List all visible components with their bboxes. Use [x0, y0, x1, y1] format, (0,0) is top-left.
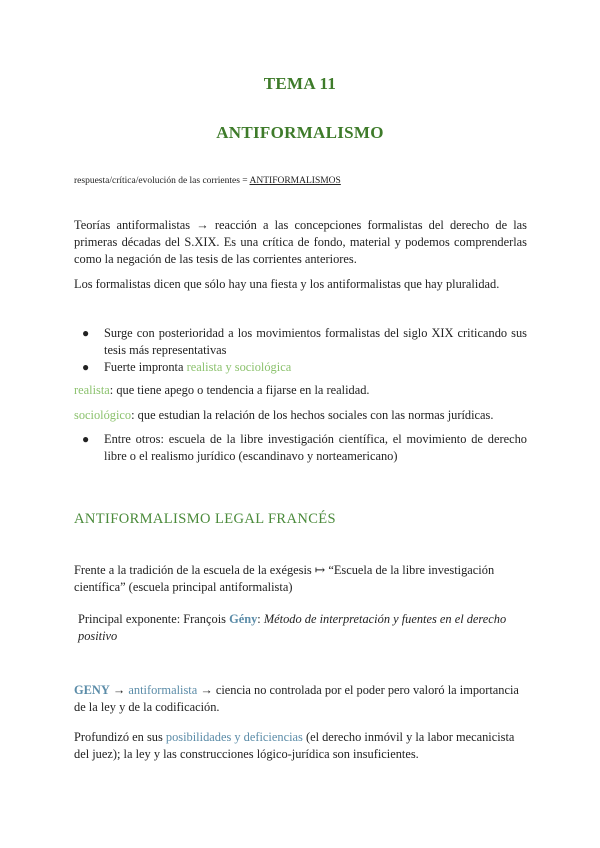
list-item	[82, 359, 527, 376]
arrow-icon: →	[196, 218, 209, 232]
p1-a: Frente a la tradición de la escuela de la exégesis	[74, 563, 315, 577]
bullet-list-2	[82, 431, 527, 465]
bullet-list-1	[82, 325, 527, 376]
p2-colon: :	[257, 612, 264, 626]
p4-b: (el derecho inmóvil y la labor mecanicista del juez); la ley y las construcciones lógico-jurídica son insuficientes.	[74, 730, 515, 761]
paragraph-formalistas: Los formalistas dicen que sólo hay una fiesta y los antiformalistas que hay pluralidad.	[74, 277, 500, 291]
bullet-icon: ●	[82, 432, 90, 446]
definition-text: : que tiene apego o tendencia a fijarse en la realidad.	[109, 383, 370, 397]
p4-highlight: posibilidades y deficiencias	[165, 730, 303, 744]
paragraph-profundizo	[74, 729, 519, 763]
paragraph-geny	[74, 682, 519, 716]
term-realista: realista	[74, 383, 110, 397]
term-sociologico: sociológico	[74, 408, 132, 422]
list-item	[82, 431, 527, 465]
definition-text: : que estudian la relación de los hechos sociales con las normas jurídicas.	[131, 408, 494, 422]
bullet-text: Entre otros: escuela de la libre investigación científica, el movimiento de derecho libre o el realismo jurídico (escandinavo y norteamericano)	[104, 432, 527, 463]
paragraph-teorias	[74, 217, 527, 268]
bullet-icon: ●	[82, 360, 90, 374]
para1-a: Teorías antiformalistas	[74, 218, 197, 232]
list-item	[82, 325, 527, 359]
bullet-prefix: Fuerte impronta	[104, 360, 187, 374]
intro-prefix: respuesta/crítica/evolución de las corrientes =	[74, 176, 250, 186]
mapsto-arrow-icon: ↦	[314, 563, 326, 577]
paragraph-exegesis	[74, 562, 519, 596]
antiformalista-label: antiformalista	[128, 683, 198, 697]
arrow-icon: →	[197, 683, 216, 697]
book-title: Método de interpretación y fuentes en el derecho positivo	[78, 612, 507, 643]
p2-a: Principal exponente: François	[78, 612, 230, 626]
p4-a: Profundizó en sus	[74, 730, 166, 744]
bullet-icon: ●	[82, 326, 90, 340]
para1-b: reacción a las concepciones formalistas del derecho de las primeras décadas del S.XIX. Es una crítica de fondo, material y podemos comprenderlas como la negación de las tesis de las corrientes anteriores.	[74, 218, 527, 266]
bullet-highlight: realista y sociológica	[186, 360, 292, 374]
definition-realista	[74, 382, 534, 399]
section-heading: ANTIFORMALISMO LEGAL FRANCÉS	[74, 511, 337, 527]
geny-label: GENY	[74, 683, 110, 697]
name-geny: Gény	[229, 612, 258, 626]
tema-title: TEMA 11	[263, 74, 337, 93]
bullet-text: Surge con posterioridad a los movimientos formalistas del siglo XIX criticando sus tesis más representativas	[104, 326, 527, 357]
definition-sociologico	[74, 407, 534, 424]
paragraph-exponente	[78, 611, 523, 645]
intro-line	[74, 176, 341, 186]
p1-b: “Escuela de la libre investigación científica” (escuela principal antiformalista)	[74, 563, 495, 594]
p3-rest: ciencia no controlada por el poder pero valoró la importancia de la ley y de la codificación.	[74, 683, 519, 714]
arrow-icon: →	[109, 683, 129, 697]
bullet-text	[104, 359, 527, 376]
intro-underlined: ANTIFORMALISMOS	[249, 176, 341, 186]
main-title: ANTIFORMALISMO	[216, 123, 384, 142]
